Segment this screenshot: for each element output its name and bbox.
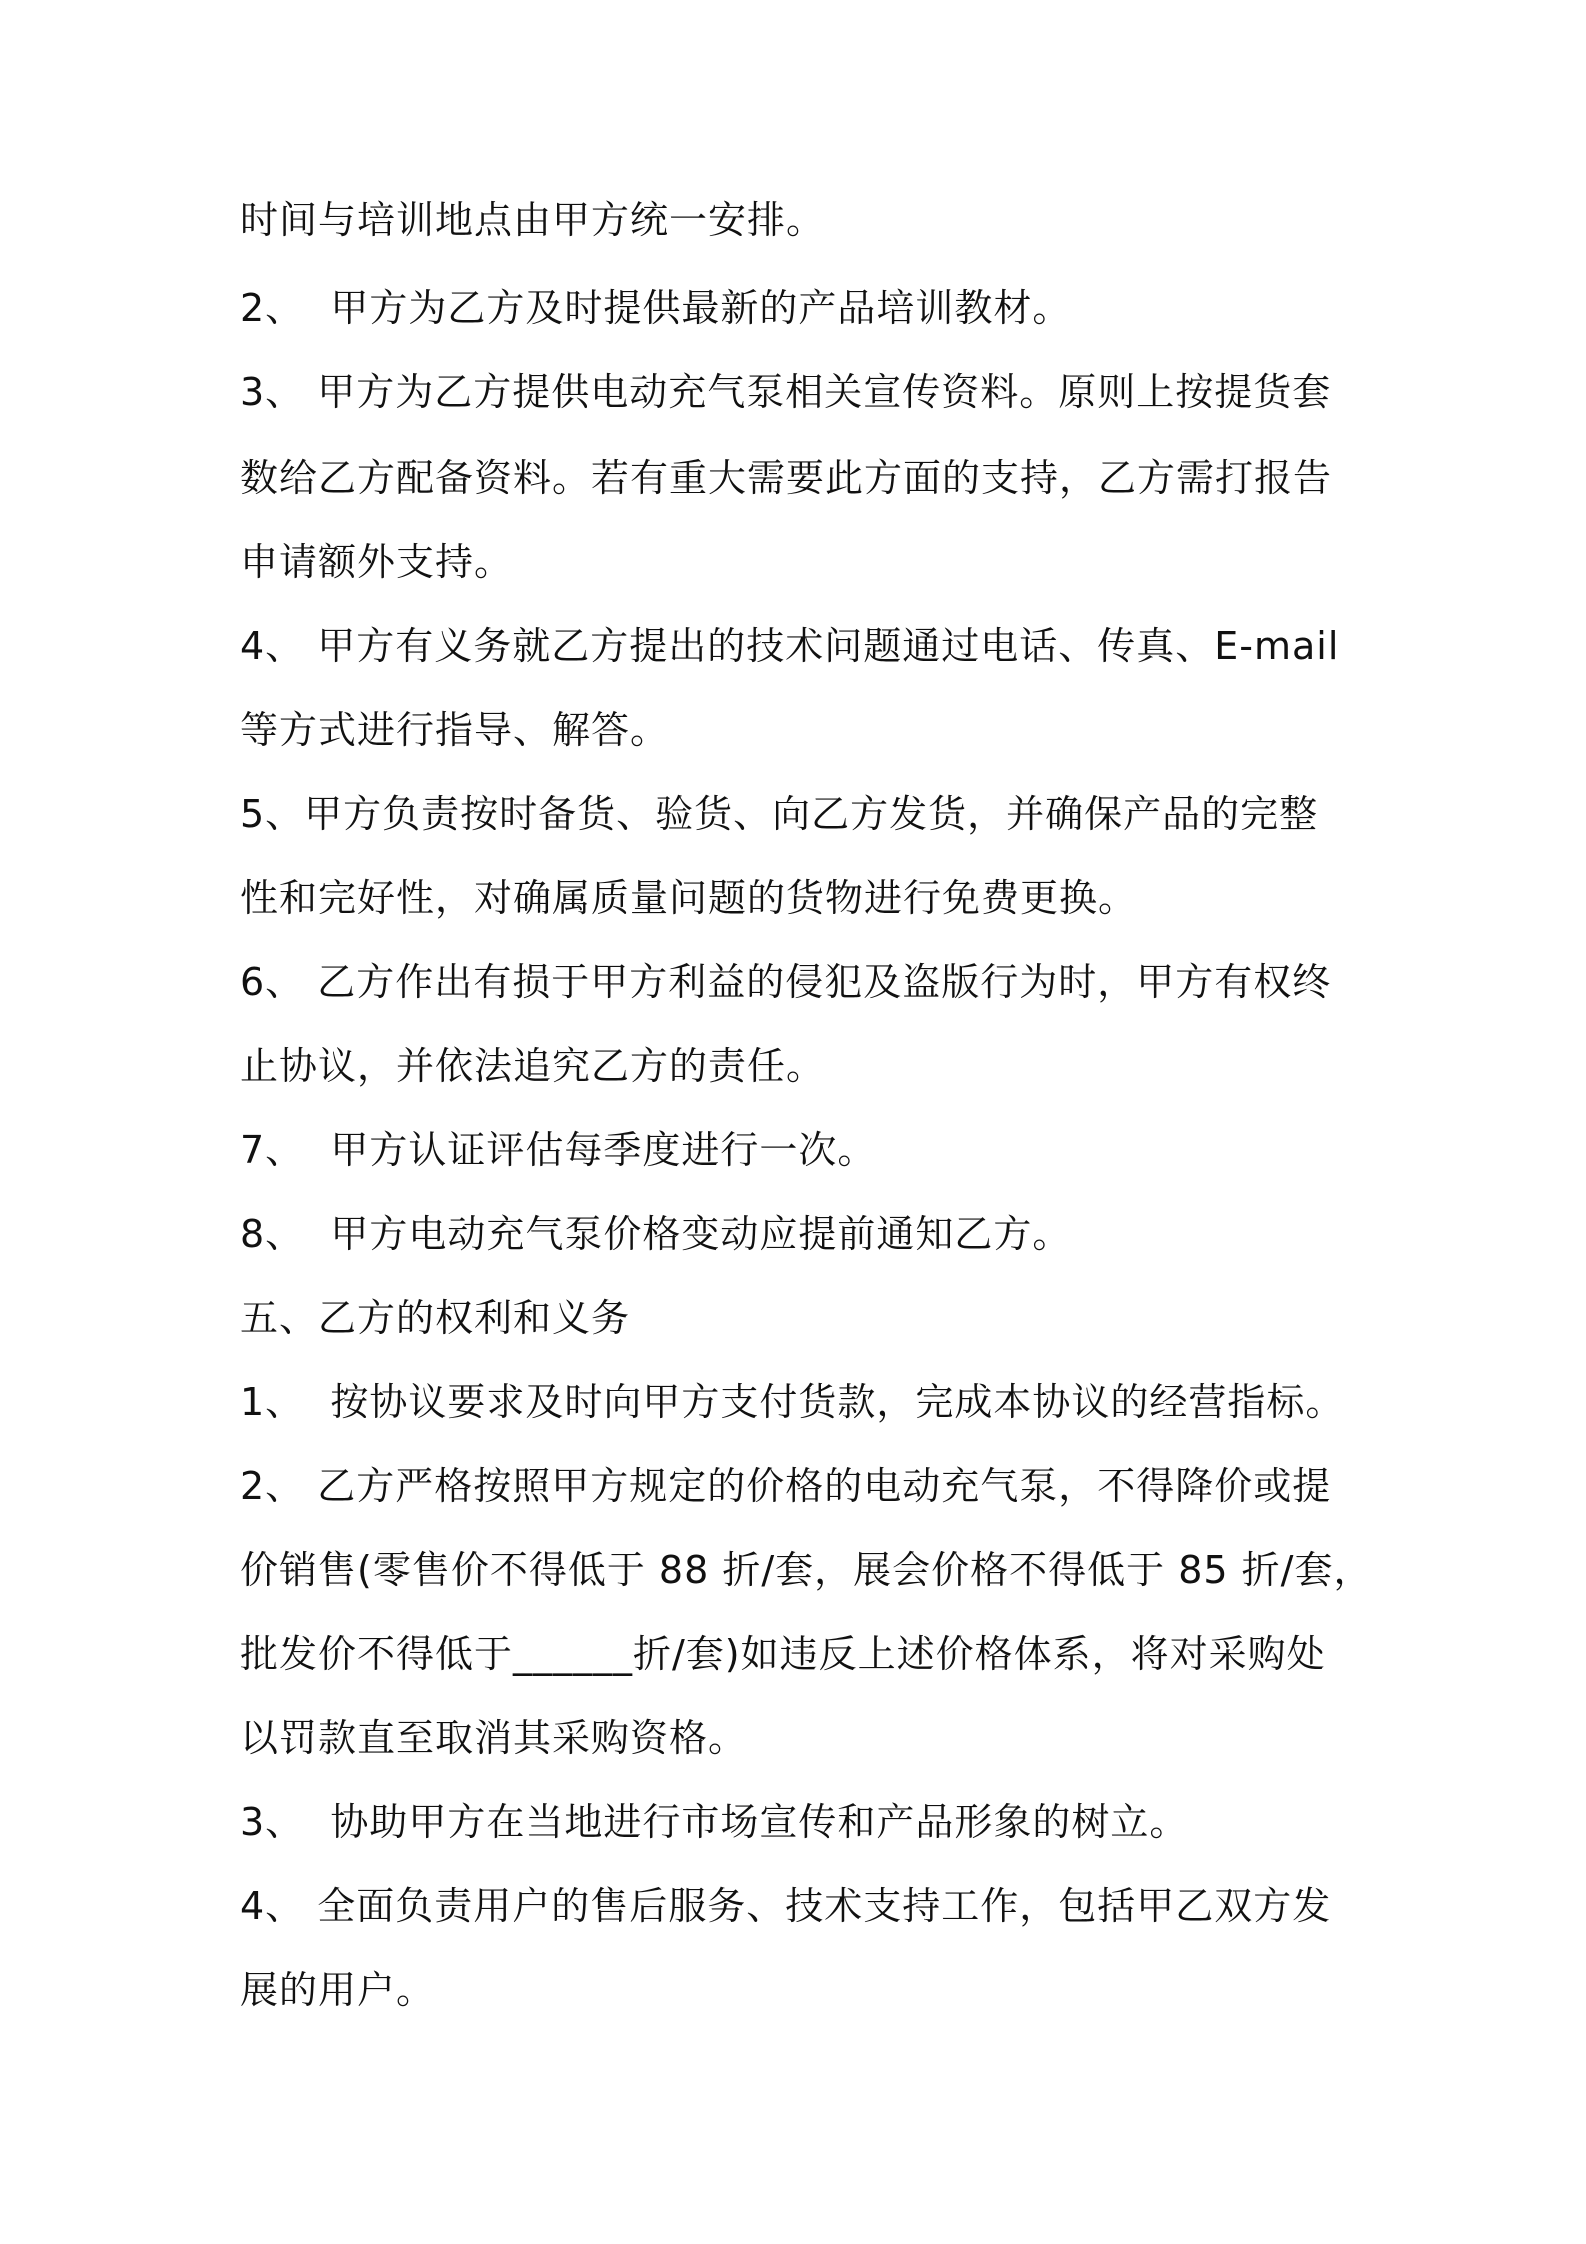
text-line: 3、 协助甲方在当地进行市场宣传和产品形象的树立。	[240, 1800, 1189, 1844]
text-line: 5、甲方负责按时备货、验货、向乙方发货，并确保产品的完整	[240, 792, 1319, 836]
text-line: 7、 甲方认证评估每季度进行一次。	[240, 1128, 877, 1172]
text-line: 4、 甲方有义务就乙方提出的技术问题通过电话、传真、E-mail	[240, 624, 1340, 668]
text-line: 申请额外支持。	[240, 540, 514, 584]
text-line: 数给乙方配备资料。若有重大需要此方面的支持，乙方需打报告	[240, 456, 1333, 500]
text-line: 价销售(零售价不得低于 88 折/套，展会价格不得低于 85 折/套，	[240, 1548, 1373, 1592]
text-line: 等方式进行指导、解答。	[240, 708, 670, 752]
text-line: 2、 乙方严格按照甲方规定的价格的电动充气泵，不得降价或提	[240, 1464, 1332, 1508]
section-heading: 五、乙方的权利和义务	[240, 1296, 631, 1340]
text-line: 3、 甲方为乙方提供电动充气泵相关宣传资料。原则上按提货套	[240, 370, 1332, 414]
text-line: 批发价不得低于______折/套)如违反上述价格体系，将对采购处	[240, 1632, 1326, 1676]
text-line: 2、 甲方为乙方及时提供最新的产品培训教材。	[240, 286, 1072, 330]
text-line: 以罚款直至取消其采购资格。	[240, 1716, 748, 1760]
text-line: 4、 全面负责用户的售后服务、技术支持工作，包括甲乙双方发	[240, 1884, 1332, 1928]
text-line: 时间与培训地点由甲方统一安排。	[240, 198, 826, 242]
text-line: 止协议，并依法追究乙方的责任。	[240, 1044, 826, 1088]
text-line: 6、 乙方作出有损于甲方利益的侵犯及盗版行为时，甲方有权终	[240, 960, 1332, 1004]
text-line: 展的用户。	[240, 1968, 436, 2012]
text-line: 8、 甲方电动充气泵价格变动应提前通知乙方。	[240, 1212, 1072, 1256]
text-line: 1、 按协议要求及时向甲方支付货款，完成本协议的经营指标。	[240, 1380, 1345, 1424]
text-line: 性和完好性，对确属质量问题的货物进行免费更换。	[240, 876, 1138, 920]
